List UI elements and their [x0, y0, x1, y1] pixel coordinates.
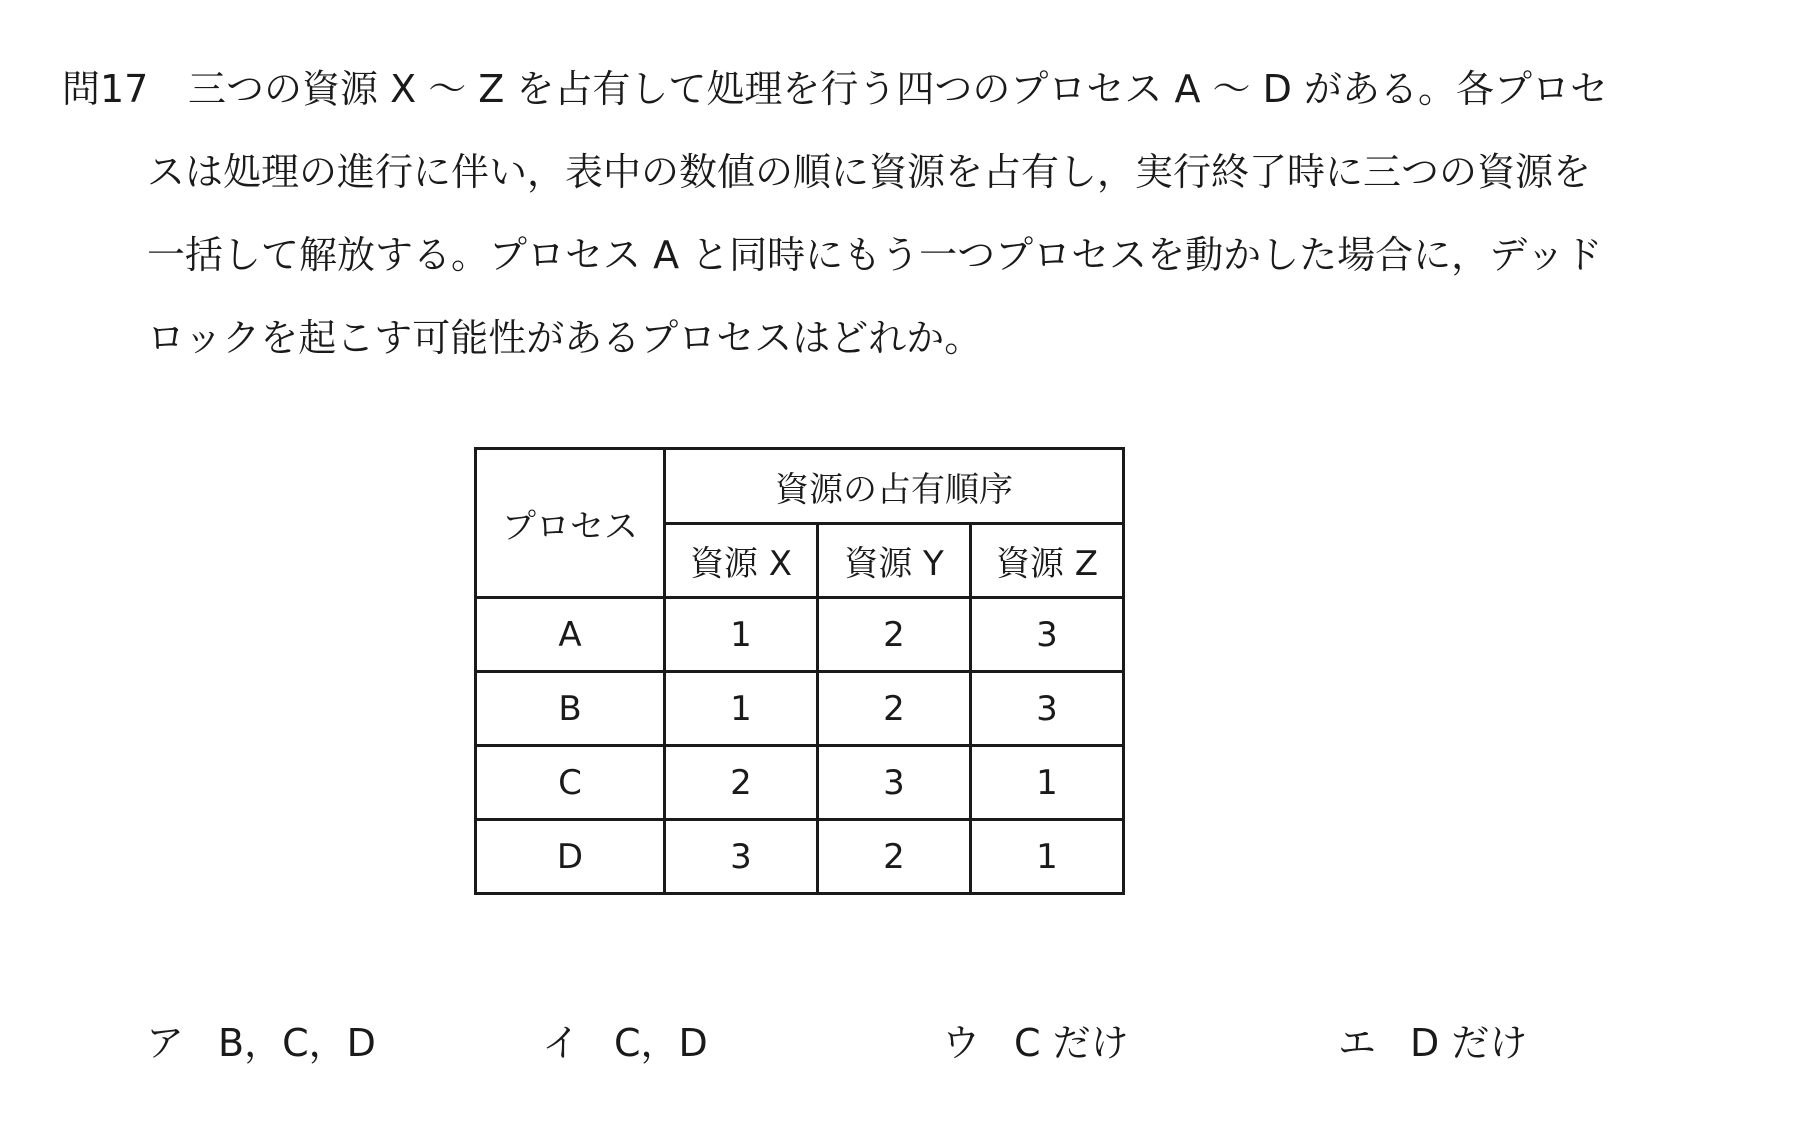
table-row [476, 598, 1124, 672]
header-process: プロセス [476, 449, 665, 598]
process-resource-table-wrapper [474, 447, 1125, 895]
choice-a[interactable] [146, 1012, 376, 1067]
value-cell: 2 [818, 672, 971, 746]
choice-u[interactable] [942, 1012, 1129, 1067]
header-resource-x: 資源 X [665, 524, 818, 598]
question-text-line-1: 三つの資源 X ～ Z を占有して処理を行う四つのプロセス A ～ D がある。各プロセ [188, 67, 1608, 111]
question-text-line-2: スは処理の進行に伴い，表中の数値の順に資源を占有し，実行終了時に三つの資源を [147, 150, 1592, 194]
choice-text: B，C，D [218, 1021, 376, 1065]
process-resource-table [474, 447, 1125, 895]
choice-text: C，D [614, 1021, 708, 1065]
choice-text: C だけ [1014, 1021, 1129, 1065]
question-text-line-4: ロックを起こす可能性があるプロセスはどれか。 [147, 316, 983, 360]
process-cell: B [476, 672, 665, 746]
value-cell: 1 [971, 746, 1124, 820]
value-cell: 1 [665, 672, 818, 746]
value-cell: 2 [818, 820, 971, 894]
table-row [476, 672, 1124, 746]
table-row [476, 746, 1124, 820]
question-first-line [62, 48, 1752, 131]
value-cell: 1 [665, 598, 818, 672]
question-number: 問17 [62, 67, 149, 111]
process-cell: D [476, 820, 665, 894]
header-resource-z: 資源 Z [971, 524, 1124, 598]
table-header-row-1 [476, 449, 1124, 524]
choice-text: D だけ [1410, 1021, 1528, 1065]
choice-i[interactable] [542, 1012, 708, 1067]
question-text-line-3: 一括して解放する。プロセス A と同時にもう一つプロセスを動かした場合に，デッド [147, 233, 1603, 277]
choice-mark: ウ [942, 1021, 981, 1065]
header-occupation-order: 資源の占有順序 [665, 449, 1124, 524]
table-row [476, 820, 1124, 894]
value-cell: 1 [971, 820, 1124, 894]
header-resource-y: 資源 Y [818, 524, 971, 598]
value-cell: 3 [971, 672, 1124, 746]
value-cell: 2 [818, 598, 971, 672]
process-cell: A [476, 598, 665, 672]
choice-e[interactable] [1338, 1012, 1527, 1067]
value-cell: 3 [818, 746, 971, 820]
value-cell: 3 [665, 820, 818, 894]
value-cell: 3 [971, 598, 1124, 672]
value-cell: 2 [665, 746, 818, 820]
choice-mark: エ [1338, 1021, 1377, 1065]
choice-mark: ア [146, 1021, 185, 1065]
question-block [62, 48, 1752, 380]
choice-mark: イ [542, 1021, 581, 1065]
process-cell: C [476, 746, 665, 820]
